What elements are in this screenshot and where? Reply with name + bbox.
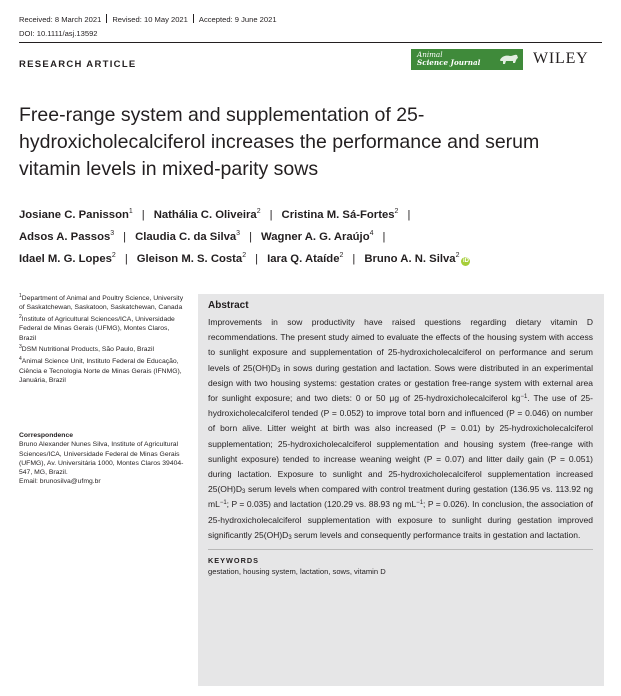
abstract-part: serum levels and consequently performance traits in gestation and lactation. bbox=[291, 529, 581, 540]
author-separator: | bbox=[255, 252, 259, 265]
accepted-date: Accepted: 9 June 2021 bbox=[198, 15, 277, 24]
author-separator: | bbox=[249, 230, 253, 243]
author-name[interactable]: Bruno A. N. Silva bbox=[364, 252, 456, 265]
header-rule bbox=[19, 42, 602, 43]
author-name[interactable]: Nathália C. Oliveira bbox=[153, 209, 257, 221]
author-affil-sup: 3 bbox=[236, 229, 241, 237]
abstract-part: in sows during gestation and lactation. Sows were distributed in an experimental design with two housing systems: gestation crates or gestation free-range system with external area for sunlight exposure; and two diets: 0 or 50 μg of 25-hydroxicholecalciferol kg bbox=[208, 362, 593, 404]
affiliation-item bbox=[19, 357, 184, 385]
author-name[interactable]: Gleison M. S. Costa bbox=[136, 252, 243, 265]
divider bbox=[106, 14, 107, 23]
affiliations bbox=[19, 294, 184, 388]
abstract-panel bbox=[198, 294, 604, 686]
superscript: −1 bbox=[416, 500, 424, 507]
affiliation-number: 2 bbox=[19, 314, 22, 321]
author-separator: | bbox=[382, 230, 386, 243]
author-separator: | bbox=[141, 209, 145, 221]
article-title: Free-range system and supplementation of 25-hydroxicholecalciferol increases the performance and serum vitamin levels in mixed-parity sows bbox=[19, 104, 540, 180]
correspondence bbox=[19, 431, 184, 487]
author-name[interactable]: Claudia C. da Silva bbox=[135, 230, 237, 243]
abstract-heading: Abstract bbox=[208, 300, 249, 311]
article-type: RESEARCH ARTICLE bbox=[19, 59, 137, 70]
author-affil-sup: 2 bbox=[339, 251, 344, 259]
orcid-icon[interactable]: iD bbox=[462, 257, 469, 264]
abstract-part: Improvements in sow productivity have raised questions regarding dietary vitamin D recommendations. The present study aimed to evaluate the effects of the housing system with access to sunlight exposure and supplementation of 25-hydroxicholecalciferol on performance and serum levels of 25(OH)D bbox=[208, 317, 593, 373]
superscript: −1 bbox=[520, 394, 528, 401]
keywords-text: gestation, housing system, lactation, sows, vitamin D bbox=[208, 567, 386, 577]
subscript: 3 bbox=[277, 367, 281, 374]
author-affil-sup: 2 bbox=[394, 208, 399, 215]
animal-silhouette-icon bbox=[498, 51, 520, 67]
subscript: 3 bbox=[242, 489, 246, 496]
journal-name-line1: Animal bbox=[417, 50, 443, 59]
author-separator: | bbox=[407, 209, 411, 221]
author-name[interactable]: Cristina M. Sá-Fortes bbox=[281, 209, 395, 221]
affiliation-item bbox=[19, 315, 184, 343]
author-name[interactable]: Josiane C. Panisson bbox=[19, 209, 129, 221]
author-separator: | bbox=[123, 230, 127, 243]
author-name[interactable]: Iara Q. Ataíde bbox=[267, 252, 340, 265]
affiliation-number: 1 bbox=[19, 293, 22, 299]
author-list bbox=[19, 205, 604, 270]
correspondence-address: Bruno Alexander Nunes Silva, Institute of Agricultural Sciences/ICA, Universidade Federal de Minas Gerais (UFMG), Av. Universitária 1000, Montes Claros 39404-547, MG, Brazil. bbox=[19, 441, 184, 477]
author-name[interactable]: Idael M. G. Lopes bbox=[19, 252, 112, 265]
affiliation-number: 4 bbox=[19, 356, 22, 363]
received-date: Received: 8 March 2021 bbox=[19, 15, 102, 24]
affiliation-text: Institute of Agricultural Sciences/ICA, Universidade Federal de Minas Gerais (UFMG), Montes Claros, Brazil bbox=[19, 316, 175, 342]
divider bbox=[193, 14, 194, 23]
correspondence-email[interactable]: Email: brunosilva@ufmg.br bbox=[19, 478, 101, 486]
superscript: −1 bbox=[219, 500, 227, 507]
author-affil-sup: 1 bbox=[128, 208, 133, 215]
journal-name-line2: Science Journal bbox=[417, 58, 481, 67]
author-affil-sup: 2 bbox=[256, 208, 261, 215]
subscript: 3 bbox=[288, 534, 292, 541]
affiliation-item bbox=[19, 345, 184, 354]
affiliation-text: Animal Science Unit, Instituto Federal de Educação, Ciência e Tecnologia Norte de Minas Gerais (IFNMG), Januária, Brazil bbox=[19, 358, 182, 384]
journal-logo[interactable] bbox=[411, 49, 523, 70]
doi[interactable]: DOI: 10.1111/asj.13592 bbox=[19, 29, 98, 38]
author-affil-sup: 2 bbox=[455, 251, 460, 259]
abstract-text bbox=[208, 315, 593, 543]
manuscript-dates bbox=[19, 14, 277, 24]
keywords-heading: KEYWORDS bbox=[208, 556, 259, 566]
author-separator: | bbox=[352, 252, 356, 265]
author-separator: | bbox=[124, 252, 128, 265]
abstract-part: . The use of 25-hydroxicholecalciferol tended (P = 0.052) to improve total born and influenced (P = 0.046) on number of born alive. Litter weight at birth was also increased (P = 0.01) by 25-hydroxicholecalciferol supplementation; 25-hydroxicholecalciferol supplementation and housing system (free-range with sunlight exposure) tended to increase weaning weight (P = 0.07) and litter daily gain (P = 0.051) during lactation. Exposure to sunlight and 25-hydroxicholecalciferol supplementation increased 25(OH)D bbox=[208, 393, 593, 495]
publisher-logo[interactable]: WILEY bbox=[533, 50, 589, 67]
keywords-rule bbox=[208, 549, 593, 550]
affiliation-text: DSM Nutritional Products, São Paulo, Brazil bbox=[21, 346, 154, 354]
affiliation-text: Department of Animal and Poultry Science, University of Saskatchewan, Saskatoon, Saskatchewan, Canada bbox=[19, 295, 184, 312]
author-affil-sup: 2 bbox=[242, 251, 247, 259]
author-affil-sup: 3 bbox=[110, 229, 115, 237]
abstract-part: ; P = 0.035) and lactation (120.29 vs. 88.93 ng mL bbox=[226, 499, 417, 510]
author-separator: | bbox=[269, 209, 273, 221]
affiliation-item bbox=[19, 294, 184, 313]
author-affil-sup: 2 bbox=[111, 251, 116, 259]
author-affil-sup: 4 bbox=[369, 229, 374, 237]
correspondence-label: Correspondence bbox=[19, 432, 74, 439]
affiliation-number: 3 bbox=[19, 344, 22, 351]
author-name[interactable]: Wagner A. G. Araújo bbox=[261, 230, 370, 243]
abstract-part: ; P = 0.026). In conclusion, the association of 25-hydroxicholecalciferol supplementation with exposure to sunlight during gestation improved significantly 25(OH)D bbox=[208, 499, 593, 540]
author-name[interactable]: Adsos A. Passos bbox=[19, 230, 111, 243]
revised-date: Revised: 10 May 2021 bbox=[112, 15, 188, 24]
abstract-part: serum levels when compared with control treatment during gestation (136.95 vs. 113.92 ng mL bbox=[208, 484, 593, 510]
